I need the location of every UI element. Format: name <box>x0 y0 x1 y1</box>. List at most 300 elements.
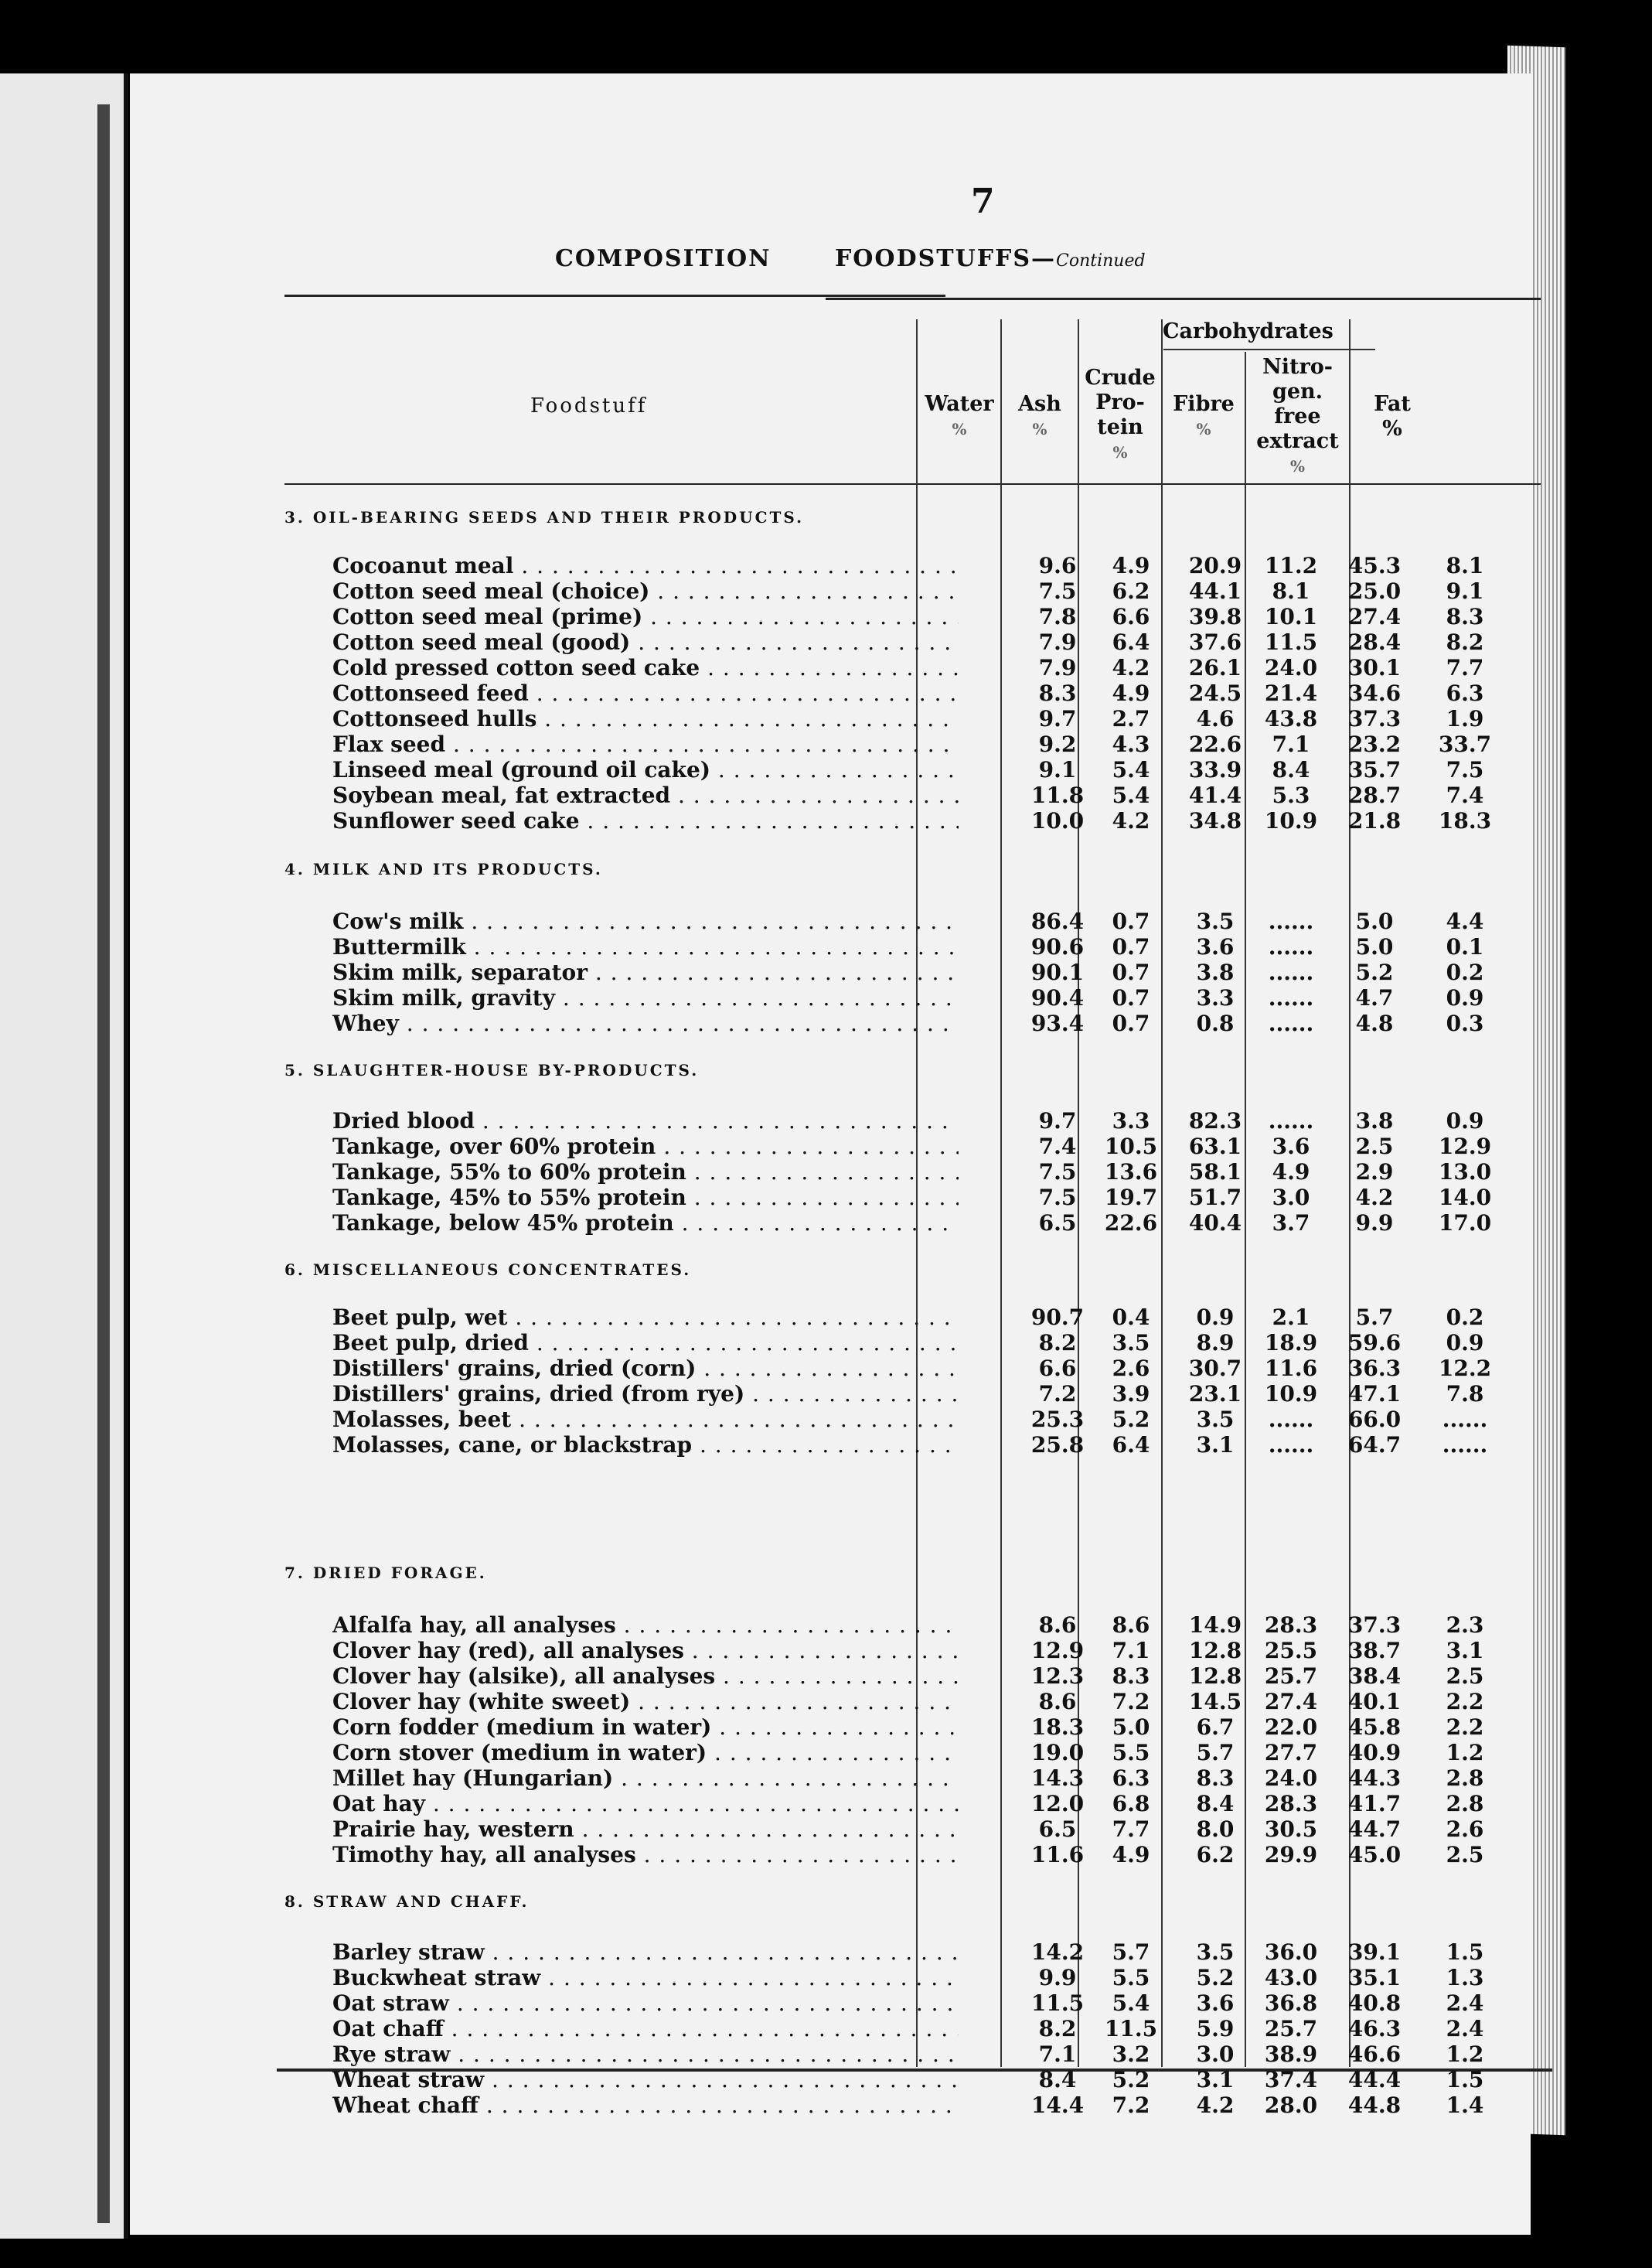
cell-ash: 8.3 <box>1112 1663 1150 1689</box>
cell-fat: 18.3 <box>1438 808 1492 834</box>
cell-fat: 1.2 <box>1446 2041 1484 2067</box>
cell-water: 9.7 <box>1038 706 1077 732</box>
cell-nfe: 40.9 <box>1347 1740 1402 1765</box>
cell-ash: 5.2 <box>1112 2067 1150 2092</box>
table-row <box>332 934 1546 960</box>
cell-protein: 0.9 <box>1196 1305 1235 1330</box>
cell-fibre: 29.9 <box>1264 1842 1318 1867</box>
cell-protein: 6.2 <box>1196 1842 1235 1867</box>
section-heading: 5. SLAUGHTER-HOUSE BY-PRODUCTS. <box>284 1061 700 1079</box>
cell-ash: 8.6 <box>1112 1612 1150 1638</box>
cell-protein: 3.1 <box>1196 1432 1235 1458</box>
cell-fat: 0.9 <box>1446 1330 1484 1356</box>
row-name: Oat hay . . . <box>332 1791 959 1816</box>
cell-fibre: 10.1 <box>1264 604 1318 629</box>
cell-ash: 6.3 <box>1112 1765 1150 1791</box>
cell-ash: 13.6 <box>1104 1159 1158 1185</box>
cell-protein: 5.9 <box>1196 2016 1235 2041</box>
cell-fat: 2.8 <box>1446 1765 1484 1791</box>
cell-fat: 17.0 <box>1438 1210 1492 1236</box>
cell-ash: 0.7 <box>1112 985 1150 1011</box>
cell-fat: 0.3 <box>1446 1011 1484 1036</box>
cell-ash: 10.5 <box>1104 1134 1158 1159</box>
cell-nfe: 37.3 <box>1347 706 1402 732</box>
cell-fat: 2.5 <box>1446 1842 1484 1867</box>
cell-fat: 1.9 <box>1446 706 1484 732</box>
cell-nfe: 38.7 <box>1347 1638 1402 1663</box>
row-name: Wheat chaff . . . <box>332 2092 959 2118</box>
cell-water: 11.5 <box>1030 1990 1085 2016</box>
table-row <box>332 1134 1546 1159</box>
row-name: Tankage, below 45% protein . . . <box>332 1210 959 1236</box>
cell-protein: 44.1 <box>1188 578 1242 604</box>
cell-protein: 34.8 <box>1188 808 1242 834</box>
row-name: Prairie hay, western . . . <box>332 1816 959 1842</box>
cell-protein: 8.9 <box>1196 1330 1235 1356</box>
document-page <box>130 73 1531 2235</box>
cell-fat: 13.0 <box>1438 1159 1492 1185</box>
cell-ash: 2.7 <box>1112 706 1150 732</box>
cell-protein: 37.6 <box>1188 629 1242 655</box>
table-row <box>332 1305 1546 1330</box>
row-name: Alfalfa hay, all analyses . . . <box>332 1612 959 1638</box>
cell-fibre: 28.3 <box>1264 1612 1318 1638</box>
cell-protein: 22.6 <box>1188 732 1242 757</box>
cell-protein: 82.3 <box>1188 1108 1242 1134</box>
table-row <box>332 909 1546 934</box>
row-name: Clover hay (red), all analyses . . . <box>332 1638 959 1663</box>
cell-water: 9.1 <box>1038 757 1077 783</box>
cell-fibre: 3.7 <box>1272 1210 1310 1236</box>
cell-fat: 2.8 <box>1446 1791 1484 1816</box>
cell-fat: 33.7 <box>1438 732 1492 757</box>
cell-fibre: 11.2 <box>1264 553 1318 578</box>
cell-ash: 6.8 <box>1112 1791 1150 1816</box>
cell-water: 9.6 <box>1038 553 1077 578</box>
cell-nfe: 23.2 <box>1347 732 1402 757</box>
row-name: Cotton seed meal (good) . . . <box>332 629 959 655</box>
cell-water: 11.6 <box>1030 1842 1085 1867</box>
table-row <box>332 960 1546 985</box>
cell-water: 7.5 <box>1038 1185 1077 1210</box>
cell-ash: 4.9 <box>1112 553 1150 578</box>
cell-protein: 30.7 <box>1188 1356 1242 1381</box>
cell-water: 90.4 <box>1030 985 1085 1011</box>
table-row <box>332 2041 1546 2067</box>
cell-protein: 5.2 <box>1196 1965 1235 1990</box>
table-row <box>332 985 1546 1011</box>
cell-protein: 8.4 <box>1196 1791 1235 1816</box>
cell-nfe: 41.7 <box>1347 1791 1402 1816</box>
cell-nfe: 40.1 <box>1347 1689 1402 1714</box>
cell-nfe: 45.3 <box>1347 553 1402 578</box>
cell-water: 14.3 <box>1030 1765 1085 1791</box>
top-rule-left <box>284 295 945 297</box>
cell-protein: 3.3 <box>1196 985 1235 1011</box>
header-rule <box>284 483 1541 485</box>
cell-fat: 4.4 <box>1446 909 1484 934</box>
cell-nfe: 36.3 <box>1347 1356 1402 1381</box>
cell-fat: ...... <box>1442 1432 1488 1458</box>
cell-nfe: 35.7 <box>1347 757 1402 783</box>
table-row <box>332 1791 1546 1816</box>
cell-fibre: 7.1 <box>1272 732 1310 757</box>
cell-fat: 1.5 <box>1446 1939 1484 1965</box>
cell-fat: 0.9 <box>1446 1108 1484 1134</box>
cell-fat: ...... <box>1442 1407 1488 1432</box>
cell-protein: 3.1 <box>1196 2067 1235 2092</box>
cell-water: 8.2 <box>1038 1330 1077 1356</box>
table-row <box>332 808 1546 834</box>
cell-nfe: 25.0 <box>1347 578 1402 604</box>
cell-protein: 3.5 <box>1196 909 1235 934</box>
cell-fibre: 25.5 <box>1264 1638 1318 1663</box>
table-row <box>332 1159 1546 1185</box>
cell-nfe: 28.4 <box>1347 629 1402 655</box>
cell-ash: 5.7 <box>1112 1939 1150 1965</box>
cell-nfe: 46.6 <box>1347 2041 1402 2067</box>
cell-nfe: 38.4 <box>1347 1663 1402 1689</box>
cell-water: 8.2 <box>1038 2016 1077 2041</box>
cell-fibre: 3.0 <box>1272 1185 1310 1210</box>
cell-protein: 3.0 <box>1196 2041 1235 2067</box>
cell-ash: 0.7 <box>1112 1011 1150 1036</box>
cell-water: 8.3 <box>1038 680 1077 706</box>
cell-ash: 7.7 <box>1112 1816 1150 1842</box>
table-row <box>332 1612 1546 1638</box>
cell-ash: 5.2 <box>1112 1407 1150 1432</box>
row-name: Tankage, over 60% protein . . . <box>332 1134 959 1159</box>
cell-water: 9.2 <box>1038 732 1077 757</box>
cell-fat: 7.4 <box>1446 783 1484 808</box>
cell-ash: 6.4 <box>1112 1432 1150 1458</box>
table-row <box>332 1432 1546 1458</box>
cell-nfe: 44.8 <box>1347 2092 1402 2118</box>
table-row <box>332 1407 1546 1432</box>
cell-nfe: 45.0 <box>1347 1842 1402 1867</box>
cell-fibre: 43.0 <box>1264 1965 1318 1990</box>
cell-protein: 33.9 <box>1188 757 1242 783</box>
table-row <box>332 732 1546 757</box>
cell-ash: 6.2 <box>1112 578 1150 604</box>
column-header-nfe: Nitro- gen. free extract % <box>1256 355 1339 476</box>
cell-fibre: 21.4 <box>1264 680 1318 706</box>
cell-protein: 3.5 <box>1196 1939 1235 1965</box>
cell-water: 7.9 <box>1038 629 1077 655</box>
cell-ash: 4.2 <box>1112 808 1150 834</box>
row-name: Whey . . . <box>332 1011 959 1036</box>
table-row <box>332 2067 1546 2092</box>
section-heading: 3. OIL-BEARING SEEDS AND THEIR PRODUCTS. <box>284 508 805 527</box>
cell-protein: 3.6 <box>1196 1990 1235 2016</box>
row-name: Linseed meal (ground oil cake) . . . <box>332 757 959 783</box>
cell-water: 8.6 <box>1038 1689 1077 1714</box>
cell-water: 7.8 <box>1038 604 1077 629</box>
row-name: Timothy hay, all analyses . . . <box>332 1842 959 1867</box>
cell-nfe: 5.0 <box>1355 934 1394 960</box>
row-name: Beet pulp, wet . . . <box>332 1305 959 1330</box>
cell-fat: 2.4 <box>1446 2016 1484 2041</box>
cell-nfe: 4.7 <box>1355 985 1394 1011</box>
row-name: Corn fodder (medium in water) . . . <box>332 1714 959 1740</box>
row-name: Cottonseed hulls . . . <box>332 706 959 732</box>
column-header-fibre: Fibre % <box>1173 392 1235 438</box>
cell-protein: 8.0 <box>1196 1816 1235 1842</box>
row-name: Skim milk, gravity . . . <box>332 985 959 1011</box>
cell-nfe: 47.1 <box>1347 1381 1402 1407</box>
row-name: Distillers' grains, dried (from rye) . . . <box>332 1381 959 1407</box>
cell-nfe: 44.4 <box>1347 2067 1402 2092</box>
cell-nfe: 4.8 <box>1355 1011 1394 1036</box>
cell-fibre: 10.9 <box>1264 808 1318 834</box>
cell-nfe: 4.2 <box>1355 1185 1394 1210</box>
cell-protein: 4.2 <box>1196 2092 1235 2118</box>
cell-fibre: 22.0 <box>1264 1714 1318 1740</box>
row-name: Molasses, beet . . . <box>332 1407 959 1432</box>
cell-fibre: ...... <box>1268 934 1314 960</box>
table-row <box>332 1210 1546 1236</box>
cell-nfe: 34.6 <box>1347 680 1402 706</box>
cell-fat: 0.2 <box>1446 1305 1484 1330</box>
cell-fat: 1.4 <box>1446 2092 1484 2118</box>
cell-fibre: 24.0 <box>1264 655 1318 680</box>
cell-nfe: 9.9 <box>1355 1210 1394 1236</box>
cell-water: 10.0 <box>1030 808 1085 834</box>
table-row <box>332 1740 1546 1765</box>
cell-protein: 0.8 <box>1196 1011 1235 1036</box>
row-name: Dried blood . . . <box>332 1108 959 1134</box>
cell-water: 90.1 <box>1030 960 1085 985</box>
cell-fibre: ...... <box>1268 960 1314 985</box>
cell-fat: 7.7 <box>1446 655 1484 680</box>
column-header-protein: Crude Pro- tein % <box>1085 366 1156 462</box>
cell-nfe: 35.1 <box>1347 1965 1402 1990</box>
cell-water: 14.2 <box>1030 1939 1085 1965</box>
row-name: Rye straw . . . <box>332 2041 959 2067</box>
cell-nfe: 59.6 <box>1347 1330 1402 1356</box>
cell-ash: 7.1 <box>1112 1638 1150 1663</box>
column-header-fat: Fat % <box>1374 392 1411 441</box>
cell-fat: 2.2 <box>1446 1689 1484 1714</box>
column-header-carbohydrates: Carbohydrates <box>1163 319 1334 343</box>
cell-fibre: ...... <box>1268 1407 1314 1432</box>
cell-protein: 51.7 <box>1188 1185 1242 1210</box>
cell-ash: 4.9 <box>1112 1842 1150 1867</box>
cell-fat: 0.1 <box>1446 934 1484 960</box>
cell-protein: 5.7 <box>1196 1740 1235 1765</box>
cell-ash: 5.0 <box>1112 1714 1150 1740</box>
cell-nfe: 27.4 <box>1347 604 1402 629</box>
section-heading: 4. MILK AND ITS PRODUCTS. <box>284 860 603 878</box>
table-row <box>332 2092 1546 2118</box>
table-row <box>332 1011 1546 1036</box>
cell-ash: 0.4 <box>1112 1305 1150 1330</box>
cell-fibre: 3.6 <box>1272 1134 1310 1159</box>
cell-water: 12.3 <box>1030 1663 1085 1689</box>
table-row <box>332 1381 1546 1407</box>
cell-water: 7.5 <box>1038 578 1077 604</box>
cell-protein: 58.1 <box>1188 1159 1242 1185</box>
row-name: Skim milk, separator . . . <box>332 960 959 985</box>
table-row <box>332 706 1546 732</box>
cell-fibre: 11.6 <box>1264 1356 1318 1381</box>
cell-fat: 2.6 <box>1446 1816 1484 1842</box>
row-name: Soybean meal, fat extracted . . . <box>332 783 959 808</box>
row-name: Cottonseed feed . . . <box>332 680 959 706</box>
cell-water: 18.3 <box>1030 1714 1085 1740</box>
row-name: Oat straw . . . <box>332 1990 959 2016</box>
cell-fat: 2.5 <box>1446 1663 1484 1689</box>
table-row <box>332 2016 1546 2041</box>
cell-protein: 24.5 <box>1188 680 1242 706</box>
cell-water: 11.8 <box>1030 783 1085 808</box>
cell-water: 25.3 <box>1030 1407 1085 1432</box>
cell-ash: 5.5 <box>1112 1965 1150 1990</box>
cell-fibre: 18.9 <box>1264 1330 1318 1356</box>
cell-fibre: 27.7 <box>1264 1740 1318 1765</box>
cell-fat: 2.4 <box>1446 1990 1484 2016</box>
section-heading: 8. STRAW AND CHAFF. <box>284 1892 530 1911</box>
cell-fibre: ...... <box>1268 985 1314 1011</box>
cell-fat: 3.1 <box>1446 1638 1484 1663</box>
cell-protein: 63.1 <box>1188 1134 1242 1159</box>
cell-water: 7.5 <box>1038 1159 1077 1185</box>
row-name: Millet hay (Hungarian) . . . <box>332 1765 959 1791</box>
cell-nfe: 2.5 <box>1355 1134 1394 1159</box>
cell-protein: 20.9 <box>1188 553 1242 578</box>
cell-fat: 8.1 <box>1446 553 1484 578</box>
row-name: Clover hay (white sweet) . . . <box>332 1689 959 1714</box>
table-row <box>332 1108 1546 1134</box>
cell-protein: 8.3 <box>1196 1765 1235 1791</box>
table-row <box>332 1663 1546 1689</box>
cell-water: 8.4 <box>1038 2067 1077 2092</box>
row-name: Cotton seed meal (choice) . . . <box>332 578 959 604</box>
cell-ash: 3.2 <box>1112 2041 1150 2067</box>
cell-water: 9.9 <box>1038 1965 1077 1990</box>
row-name: Buckwheat straw . . . <box>332 1965 959 1990</box>
cell-ash: 0.7 <box>1112 909 1150 934</box>
table-row <box>332 1689 1546 1714</box>
cell-nfe: 5.7 <box>1355 1305 1394 1330</box>
cell-ash: 3.5 <box>1112 1330 1150 1356</box>
row-name: Tankage, 55% to 60% protein . . . <box>332 1159 959 1185</box>
table-row <box>332 1816 1546 1842</box>
table-row <box>332 1965 1546 1990</box>
table-row <box>332 604 1546 629</box>
cell-water: 12.9 <box>1030 1638 1085 1663</box>
page-title-left: COMPOSITION <box>555 245 772 272</box>
cell-fibre: 5.3 <box>1272 783 1310 808</box>
row-name: Clover hay (alsike), all analyses . . . <box>332 1663 959 1689</box>
carbohydrates-rule <box>1163 349 1375 350</box>
cell-fibre: 36.0 <box>1264 1939 1318 1965</box>
cell-fibre: 25.7 <box>1264 1663 1318 1689</box>
cell-fat: 12.9 <box>1438 1134 1492 1159</box>
cell-nfe: 3.8 <box>1355 1108 1394 1134</box>
cell-water: 8.6 <box>1038 1612 1077 1638</box>
cell-ash: 3.9 <box>1112 1381 1150 1407</box>
cell-protein: 4.6 <box>1196 706 1235 732</box>
cell-ash: 7.2 <box>1112 2092 1150 2118</box>
cell-ash: 6.4 <box>1112 629 1150 655</box>
cell-fibre: 24.0 <box>1264 1765 1318 1791</box>
section-heading: 7. DRIED FORAGE. <box>284 1564 487 1582</box>
cell-ash: 5.4 <box>1112 1990 1150 2016</box>
cell-protein: 40.4 <box>1188 1210 1242 1236</box>
cell-fat: 9.1 <box>1446 578 1484 604</box>
cell-protein: 23.1 <box>1188 1381 1242 1407</box>
table-row <box>332 553 1546 578</box>
table-row <box>332 578 1546 604</box>
cell-water: 7.4 <box>1038 1134 1077 1159</box>
cell-fibre: 11.5 <box>1264 629 1318 655</box>
cell-fat: 8.3 <box>1446 604 1484 629</box>
cell-nfe: 39.1 <box>1347 1939 1402 1965</box>
column-header-water: Water % <box>925 392 994 438</box>
row-name: Beet pulp, dried . . . <box>332 1330 959 1356</box>
row-name: Cocoanut meal . . . <box>332 553 959 578</box>
table-row <box>332 1356 1546 1381</box>
title-suffix: Continued <box>1056 251 1146 271</box>
cell-fat: 7.8 <box>1446 1381 1484 1407</box>
cell-fat: 12.2 <box>1438 1356 1492 1381</box>
cell-water: 14.4 <box>1030 2092 1085 2118</box>
cell-fibre: ...... <box>1268 1432 1314 1458</box>
cell-nfe: 46.3 <box>1347 2016 1402 2041</box>
cell-ash: 4.9 <box>1112 680 1150 706</box>
cell-fat: 6.3 <box>1446 680 1484 706</box>
cell-fibre: 28.3 <box>1264 1791 1318 1816</box>
cell-ash: 7.2 <box>1112 1689 1150 1714</box>
cell-nfe: 44.3 <box>1347 1765 1402 1791</box>
cell-ash: 3.3 <box>1112 1108 1150 1134</box>
table-row <box>332 783 1546 808</box>
cell-water: 6.5 <box>1038 1816 1077 1842</box>
cell-fibre: 25.7 <box>1264 2016 1318 2041</box>
table-row <box>332 629 1546 655</box>
page-number: 7 <box>971 182 995 221</box>
cell-ash: 5.4 <box>1112 757 1150 783</box>
cell-water: 6.6 <box>1038 1356 1077 1381</box>
row-name: Flax seed . . . <box>332 732 959 757</box>
cell-fibre: 30.5 <box>1264 1816 1318 1842</box>
cell-nfe: 66.0 <box>1347 1407 1402 1432</box>
row-name: Corn stover (medium in water) . . . <box>332 1740 959 1765</box>
cell-fibre: 28.0 <box>1264 2092 1318 2118</box>
cell-nfe: 5.0 <box>1355 909 1394 934</box>
cell-water: 7.1 <box>1038 2041 1077 2067</box>
cell-fibre: 37.4 <box>1264 2067 1318 2092</box>
cell-fibre: 43.8 <box>1264 706 1318 732</box>
facing-page-edge <box>0 73 128 2239</box>
cell-water: 7.2 <box>1038 1381 1077 1407</box>
cell-nfe: 28.7 <box>1347 783 1402 808</box>
cell-ash: 4.2 <box>1112 655 1150 680</box>
cell-fat: 0.9 <box>1446 985 1484 1011</box>
cell-ash: 2.6 <box>1112 1356 1150 1381</box>
cell-protein: 6.7 <box>1196 1714 1235 1740</box>
row-name: Wheat straw . . . <box>332 2067 959 2092</box>
cell-fibre: 2.1 <box>1272 1305 1310 1330</box>
table-row <box>332 1765 1546 1791</box>
cell-water: 7.9 <box>1038 655 1077 680</box>
cell-protein: 14.5 <box>1188 1689 1242 1714</box>
cell-protein: 41.4 <box>1188 783 1242 808</box>
table-row <box>332 1638 1546 1663</box>
page-title-right: FOODSTUFFS—Continued <box>835 245 1146 272</box>
cell-fat: 0.2 <box>1446 960 1484 985</box>
